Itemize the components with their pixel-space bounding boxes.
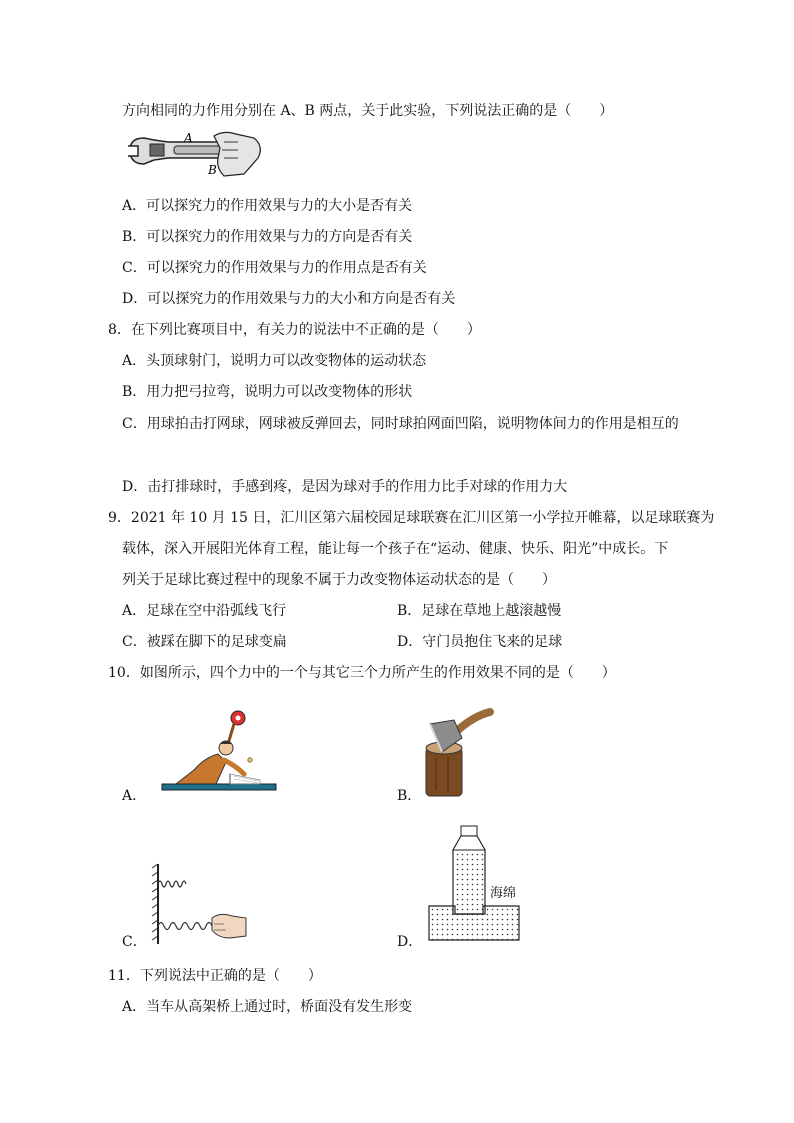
spring-figure	[150, 860, 250, 946]
bottle-sponge-figure	[425, 822, 525, 944]
q10-label-c: C．	[122, 934, 147, 950]
wall-icon	[152, 864, 158, 944]
q11-option-a: A．当车从高架桥上通过时，桥面没有发生形变	[122, 999, 413, 1015]
q8-option-d: D．击打排球时，手感到疼，是因为球对手的作用力比手对球的作用力大	[122, 479, 568, 495]
q8-option-c: C．用球拍击打网球，网球被反弹回去，同时球拍网面凹陷，说明物体间力的作用是相互的	[122, 416, 679, 432]
q8-stem: 8．在下列比赛项目中，有关力的说法中不正确的是（ ）	[108, 322, 481, 338]
q8-option-b: B．用力把弓拉弯，说明力可以改变物体的形状	[122, 384, 413, 400]
q9-stem-line-2: 载体，深入开展阳光体育工程，能让每一个孩子在“运动、健康、快乐、阳光”中成长。下	[122, 541, 669, 557]
table-tennis-figure	[160, 700, 278, 796]
table-tennis-player-icon	[176, 711, 252, 784]
q7-option-a: A．可以探究力的作用效果与力的大小是否有关	[122, 198, 413, 214]
q7-option-d: D．可以探究力的作用效果与力的大小和方向是否有关	[122, 291, 456, 307]
q8-option-a: A．头顶球射门，说明力可以改变物体的运动状态	[122, 353, 427, 369]
hand-icon	[212, 914, 246, 938]
q7-option-c: C．可以探究力的作用效果与力的作用点是否有关	[122, 260, 427, 276]
compressed-spring-icon	[158, 881, 186, 887]
q11-stem: 11．下列说法中正确的是（ ）	[108, 968, 322, 984]
q9-option-b: B．足球在草地上越滚越慢	[397, 603, 562, 619]
q10-label-b: B．	[397, 788, 422, 804]
q9-option-a: A．足球在空中沿弧线飞行	[122, 603, 287, 619]
hand-icon	[214, 132, 260, 176]
wrench-figure	[124, 128, 264, 182]
q9-stem-line-1: 9．2021 年 10 月 15 日，汇川区第六届校园足球联赛在汇川区第一小学拉开帷幕，以足球联赛为	[108, 510, 715, 526]
bottle-icon	[453, 826, 485, 914]
label-a: A	[184, 131, 193, 145]
sponge-label: 海绵	[490, 886, 517, 901]
stretched-spring-icon	[158, 923, 212, 930]
q9-option-d: D．守门员抱住飞来的足球	[397, 634, 563, 650]
label-b: B	[208, 163, 217, 177]
q10-stem: 10．如图所示，四个力中的一个与其它三个力所产生的作用效果不同的是（ ）	[108, 665, 616, 681]
q7-option-b: B．可以探究力的作用效果与力的方向是否有关	[122, 229, 413, 245]
axe-figure	[420, 708, 500, 800]
q10-label-a: A．	[122, 788, 147, 804]
q9-stem-line-3: 列关于足球比赛过程中的现象不属于力改变物体运动状态的是（ ）	[122, 572, 556, 588]
q7-stem: 方向相同的力作用分别在 A、B 两点，关于此实验，下列说法正确的是（ ）	[122, 103, 614, 119]
q9-option-c: C．被踩在脚下的足球变扁	[122, 634, 287, 650]
q10-label-d: D．	[397, 934, 423, 950]
